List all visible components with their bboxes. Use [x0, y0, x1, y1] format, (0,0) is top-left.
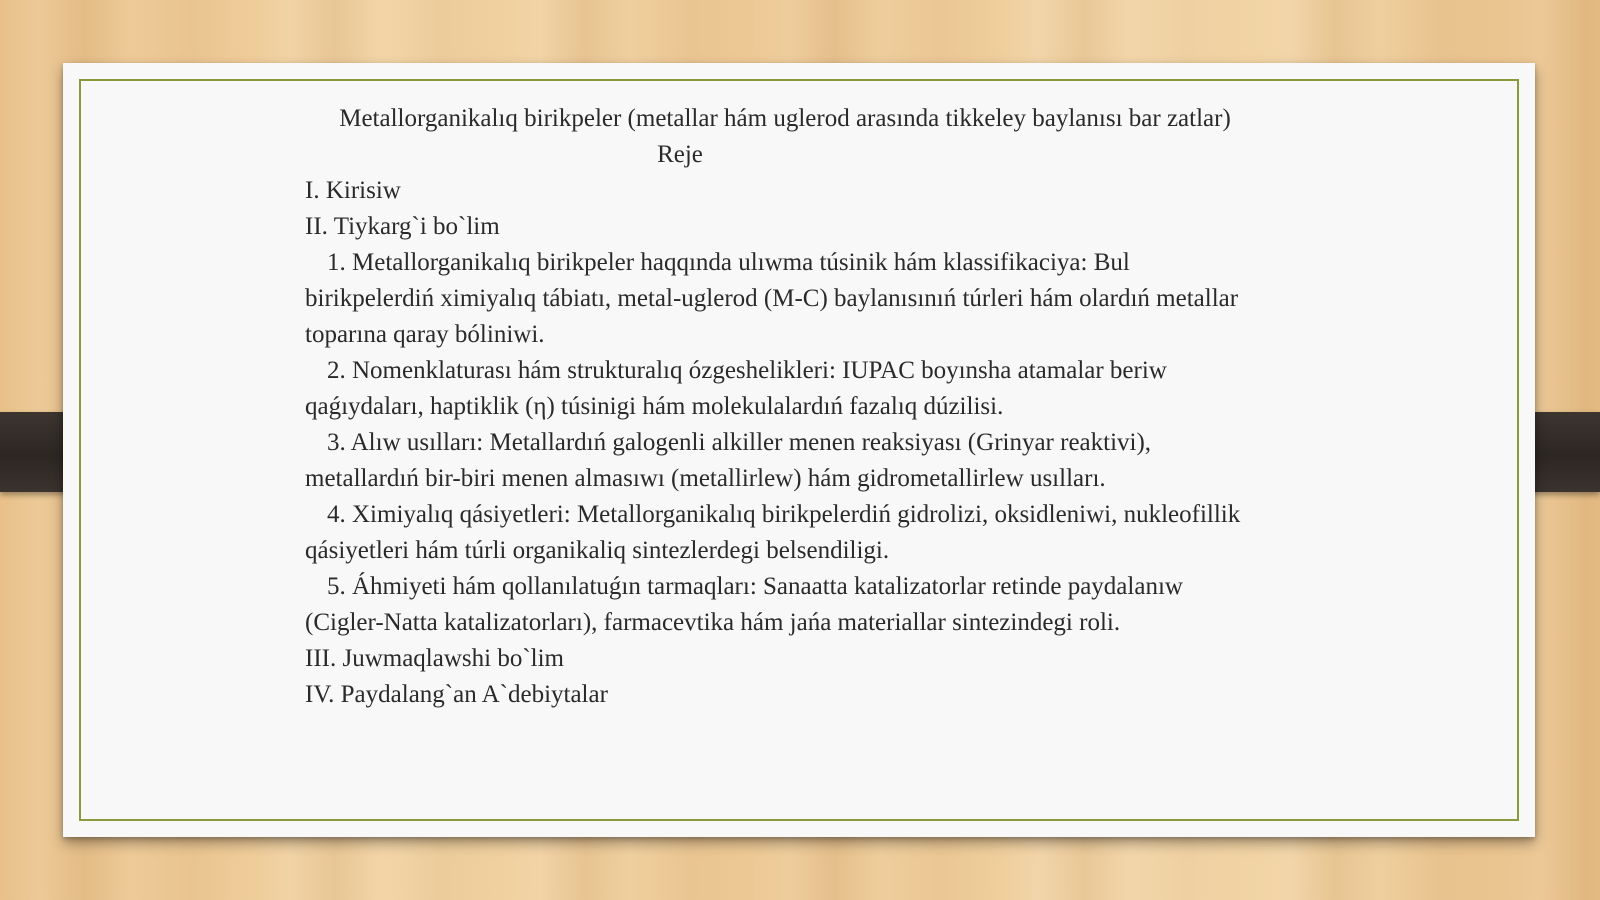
outline-item-conclusion: III. Juwmaqlawshi bo`lim: [305, 645, 564, 672]
section-item-3: 3. Alıw usılları: Metallardıń galogenli alkiller menen reaksiyası (Grinyar reaktivi), metallardıń bir-biri menen almasıwı (metallirlew) hám gidrometallirlew usılları.: [305, 429, 1152, 492]
slide-title: Metallorganikalıq birikpeler (metallar hám uglerod arasında tikkeley baylanısı bar zatlar): [339, 105, 1231, 132]
section-item-4: 4. Ximiyalıq qásiyetleri: Metallorganikalıq birikpelerdiń gidrolizi, oksidleniwi, nukleofillik qásiyetleri hám túrli organikaliq sintezlerdegi belsendiligi.: [305, 501, 1241, 564]
plan-heading: Reje: [657, 141, 703, 168]
slide-paper: [63, 63, 1535, 837]
slide-content: [305, 101, 1265, 713]
section-item-5: 5. Áhmiyeti hám qollanılatuǵın tarmaqları: Sanaatta katalizatorlar retinde paydalanıw (Cigler-Natta katalizatorları), farmacevtika hám jańa materiallar sintezindegi roli.: [305, 573, 1183, 636]
section-item-2: 2. Nomenklaturası hám strukturalıq ózgeshelikleri: IUPAC boyınsha atamalar beriw qaǵıydaları, haptiklik (η) túsinigi hám molekulalardıń fazalıq dúzilisi.: [305, 357, 1167, 420]
outline-item-references: IV. Paydalang`an A`debiytalar: [305, 681, 608, 708]
outline-item-introduction: I. Kirisiw: [305, 177, 401, 204]
section-item-1: 1. Metallorganikalıq birikpeler haqqında ulıwma túsinik hám klassifikaciya: Bul birikpelerdiń ximiyalıq tábiatı, metal-uglerod (M-C) baylanısınıń túrleri hám olardıń metallar toparına qaray bóliniwi.: [305, 249, 1239, 348]
outline-item-main-part: II. Tiykarg`i bo`lim: [305, 213, 500, 240]
